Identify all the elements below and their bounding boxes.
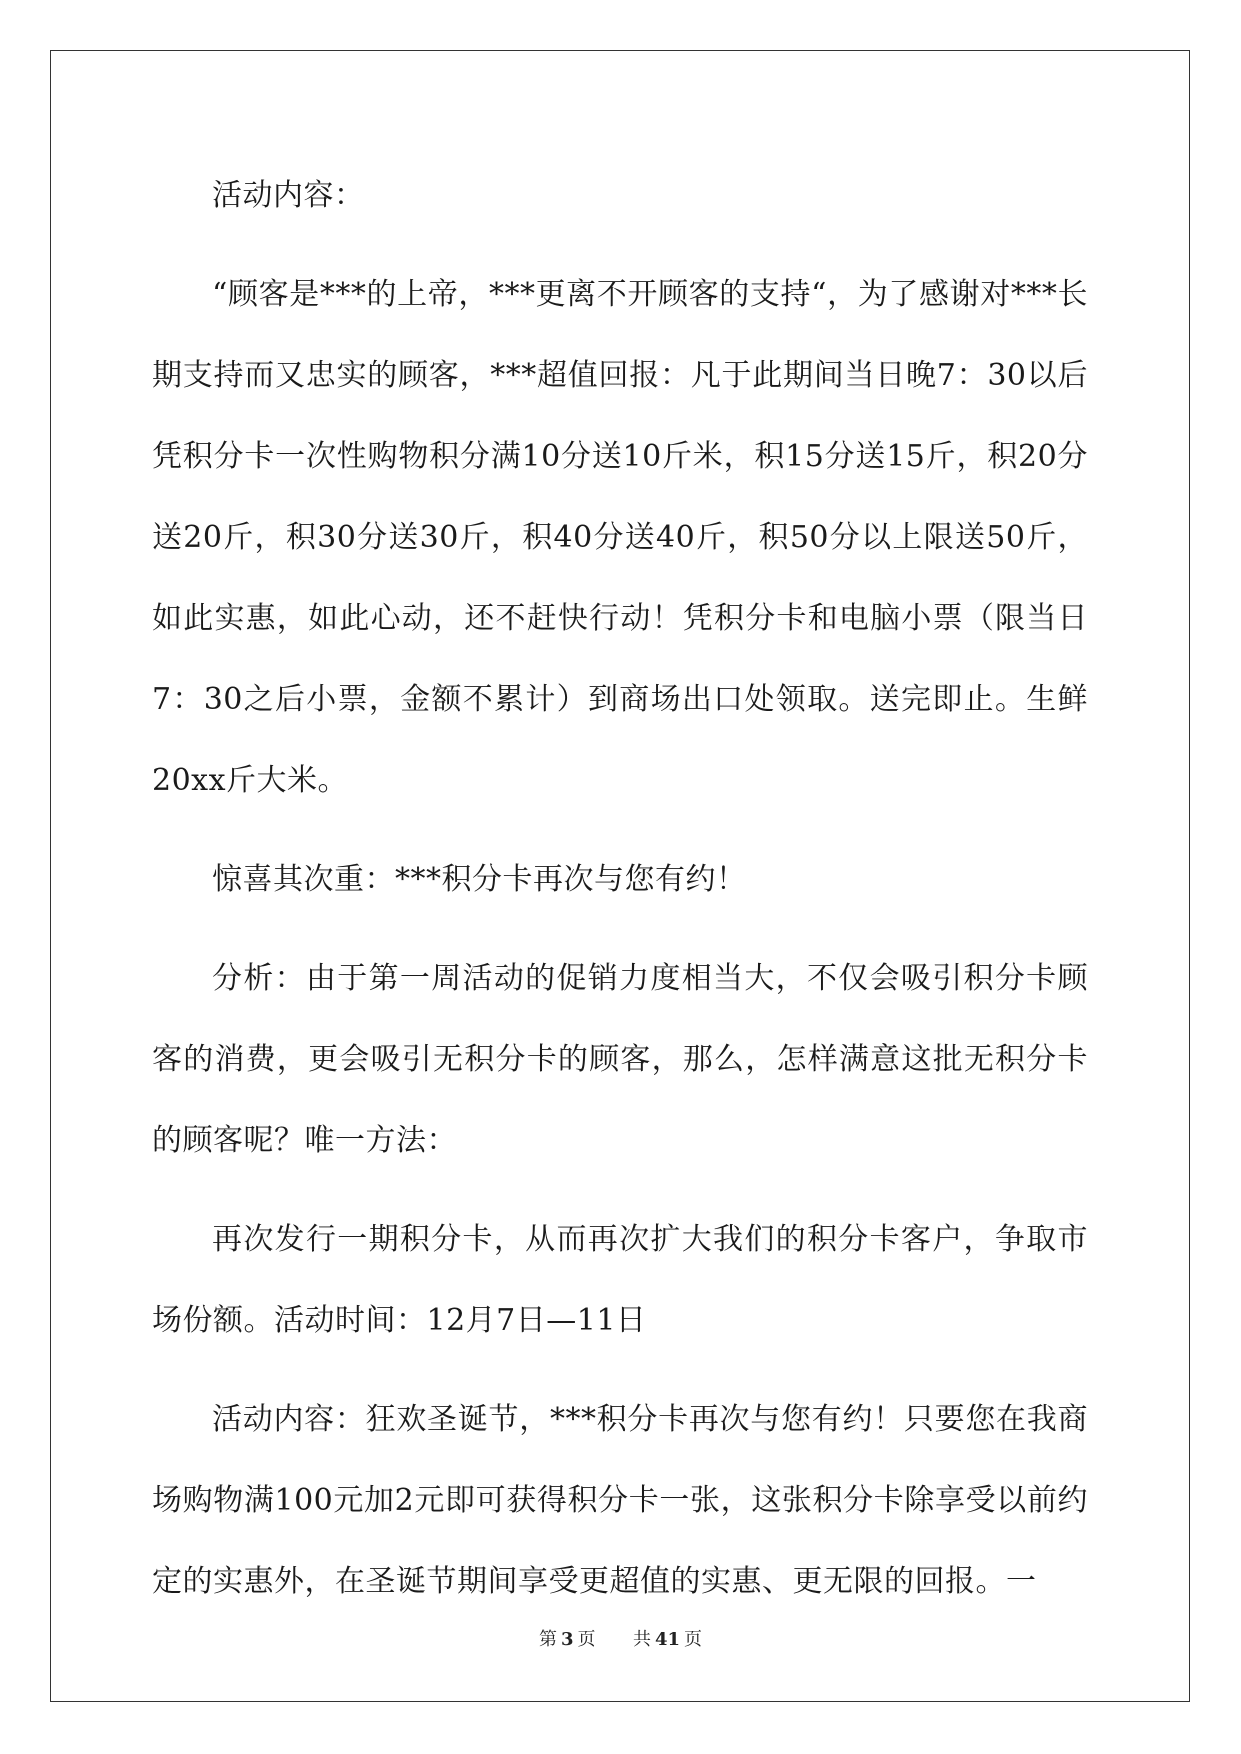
total-pages: 41 bbox=[654, 1629, 681, 1650]
page-footer bbox=[0, 1625, 1241, 1651]
total-prefix: 共 bbox=[632, 1629, 651, 1650]
paragraph-customer-reward: “顾客是***的上帝，***更离不开顾客的支持“，为了感谢对***长期支持而又忠实的顾客，***超值回报：凡于此期间当日晚7：30以后凭积分卡一次性购物积分满10分送10斤米，积15分送15斤，积20分送20斤，积30分送30斤，积40分送40斤，积50分以上限送50斤，如此实惠，如此心动，还不赶快行动！凭积分卡和电脑小票（限当日7：30之后小票，金额不累计）到商场出口处领取。送完即止。生鲜20xx斤大米。 bbox=[152, 277, 1088, 798]
paragraph-reissue-card: 再次发行一期积分卡，从而再次扩大我们的积分卡客户，争取市场份额。活动时间：12月7日—11日 bbox=[152, 1222, 1088, 1338]
paragraph-surprise-heading: 惊喜其次重：***积分卡再次与您有约！ bbox=[212, 862, 747, 897]
paragraph-analysis: 分析：由于第一周活动的促销力度相当大，不仅会吸引积分卡顾客的消费，更会吸引无积分卡的顾客，那么，怎样满意这批无积分卡的顾客呢？唯一方法： bbox=[152, 961, 1088, 1158]
total-suffix: 页 bbox=[684, 1629, 703, 1650]
paragraph-activity-content-heading: 活动内容： bbox=[212, 178, 365, 213]
page-number: 3 bbox=[560, 1629, 574, 1650]
document-body bbox=[152, 155, 1088, 1640]
page-prefix: 第 bbox=[538, 1629, 557, 1650]
paragraph-christmas-activity: 活动内容：狂欢圣诞节，***积分卡再次与您有约！只要您在我商场购物满100元加2元即可获得积分卡一张，这张积分卡除享受以前约定的实惠外，在圣诞节期间享受更超值的实惠、更无限的回报。一 bbox=[152, 1402, 1088, 1599]
page-suffix: 页 bbox=[577, 1629, 596, 1650]
